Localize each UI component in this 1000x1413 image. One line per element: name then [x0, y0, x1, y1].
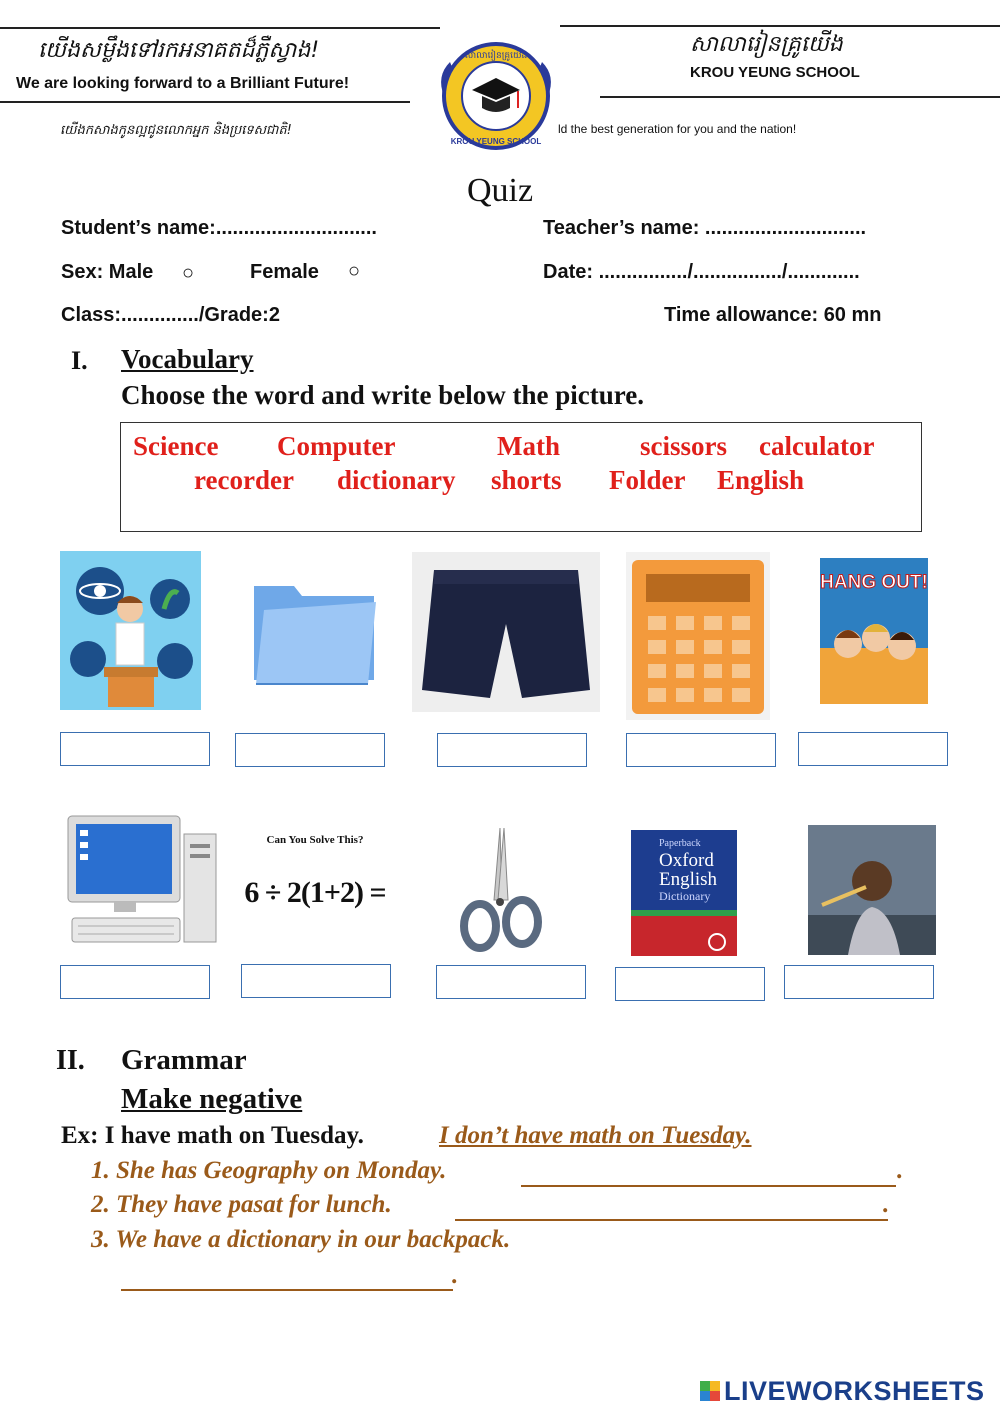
english-motto: ld the best generation for you and the nation!: [558, 122, 797, 136]
book-cover-title: HANG OUT!: [820, 572, 928, 593]
answer-box-1[interactable]: [60, 732, 210, 766]
word-bank-item: Folder: [609, 465, 686, 495]
answer-box-3[interactable]: [437, 733, 587, 767]
section-2-subtitle: Make negative: [121, 1083, 303, 1115]
english-tagline: We are looking forward to a Brilliant Future!: [16, 75, 350, 92]
answer-box-7[interactable]: [241, 964, 391, 998]
science-picture: [60, 551, 201, 710]
word-bank-item: Math: [497, 431, 560, 461]
khmer-slogan: យើងសម្លឹងទៅរកអនាគតដ៏ភ្លឺស្វាង!: [38, 38, 320, 63]
teacher-name-field[interactable]: Teacher’s name: .............................: [543, 217, 867, 239]
grammar-item-1: 1. She has Geography on Monday.: [91, 1157, 447, 1184]
section-2-title: Grammar: [121, 1044, 247, 1076]
logo-top-text: សាលារៀនគ្រូយើង: [464, 51, 528, 61]
student-name-field[interactable]: Student’s name:.............................: [61, 217, 377, 239]
liveworksheets-brand[interactable]: LIVEWORKSHEETS: [724, 1376, 985, 1406]
school-name: KROU YEUNG SCHOOL: [690, 64, 860, 81]
shorts-picture: [412, 552, 600, 712]
answer-line-1[interactable]: [521, 1185, 896, 1187]
scissors-picture: [458, 826, 544, 954]
date-field[interactable]: Date: ................/................/.............: [543, 261, 860, 283]
math-picture: [240, 824, 390, 954]
section-2-number: II.: [56, 1045, 85, 1076]
school-logo: [436, 36, 556, 156]
word-bank-item: recorder: [194, 465, 294, 495]
female-radio[interactable]: ○: [348, 260, 361, 282]
answer-box-8[interactable]: [436, 965, 586, 999]
answer-line-1-period: .: [897, 1157, 904, 1184]
word-bank-item: Computer: [277, 431, 396, 461]
header-rule-top-right: [560, 25, 1000, 27]
answer-box-9[interactable]: [615, 967, 765, 1001]
computer-picture: [66, 814, 218, 946]
grammar-item-3: 3. We have a dictionary in our backpack.: [91, 1226, 511, 1253]
header-rule-top-left: [0, 27, 440, 29]
sex-male-label: Sex: Male: [61, 261, 154, 283]
math-caption: Can You Solve This?: [266, 834, 364, 846]
class-grade-field[interactable]: Class:............../Grade:2: [61, 304, 280, 326]
answer-box-4[interactable]: [626, 733, 776, 767]
dictionary-cover-line: Dictionary: [659, 889, 711, 903]
khmer-school-name: សាលារៀនគ្រូយើង: [690, 32, 843, 57]
english-book-picture: [820, 558, 928, 704]
logo-bottom-text: KROU YEUNG SCHOOL: [450, 137, 542, 146]
word-bank-item: Science: [133, 431, 219, 461]
word-bank-item: scissors: [640, 431, 727, 461]
word-bank-item: shorts: [491, 465, 562, 495]
header-rule-mid-left: [0, 101, 410, 103]
answer-box-6[interactable]: [60, 965, 210, 999]
example-answer: I don’t have math on Tuesday.: [439, 1122, 752, 1149]
time-allowance: Time allowance: 60 mn: [664, 304, 882, 326]
calculator-picture: [626, 552, 770, 720]
dictionary-cover-line: English: [659, 869, 718, 890]
female-label: Female: [250, 261, 319, 283]
answer-box-10[interactable]: [784, 965, 934, 999]
answer-line-3-period: .: [452, 1262, 459, 1289]
header-rule-mid-right: [600, 96, 1000, 98]
recorder-picture: [808, 825, 936, 955]
answer-line-2[interactable]: [455, 1219, 888, 1221]
grammar-item-2: 2. They have pasat for lunch.: [91, 1191, 392, 1218]
section-1-instruction: Choose the word and write below the picture.: [121, 380, 644, 410]
answer-box-5[interactable]: [798, 732, 948, 766]
dictionary-cover-line: Oxford: [659, 850, 714, 871]
example-prompt: Ex: I have math on Tuesday.: [61, 1122, 364, 1149]
word-bank: [120, 422, 922, 532]
male-radio[interactable]: ○: [182, 262, 195, 284]
answer-box-2[interactable]: [235, 733, 385, 767]
word-bank-item: English: [717, 465, 805, 495]
section-1-title: Vocabulary: [121, 344, 254, 374]
dictionary-picture: [631, 830, 737, 956]
math-equation: 6 ÷ 2(1+2) =: [244, 876, 386, 909]
khmer-motto: យើងកសាងកូនល្អជូនលោកអ្នក និងប្រទេសជាតិ!: [60, 123, 292, 138]
word-bank-item: dictionary: [337, 465, 456, 495]
folder-picture: [250, 572, 378, 687]
word-bank-item: calculator: [759, 431, 875, 461]
dictionary-cover-line: Paperback: [659, 838, 701, 849]
answer-line-3[interactable]: [121, 1289, 453, 1291]
liveworksheets-icon: [700, 1381, 720, 1401]
page-title: Quiz: [466, 172, 534, 209]
section-1-number: I.: [71, 346, 88, 375]
answer-line-2-period: .: [883, 1191, 890, 1218]
